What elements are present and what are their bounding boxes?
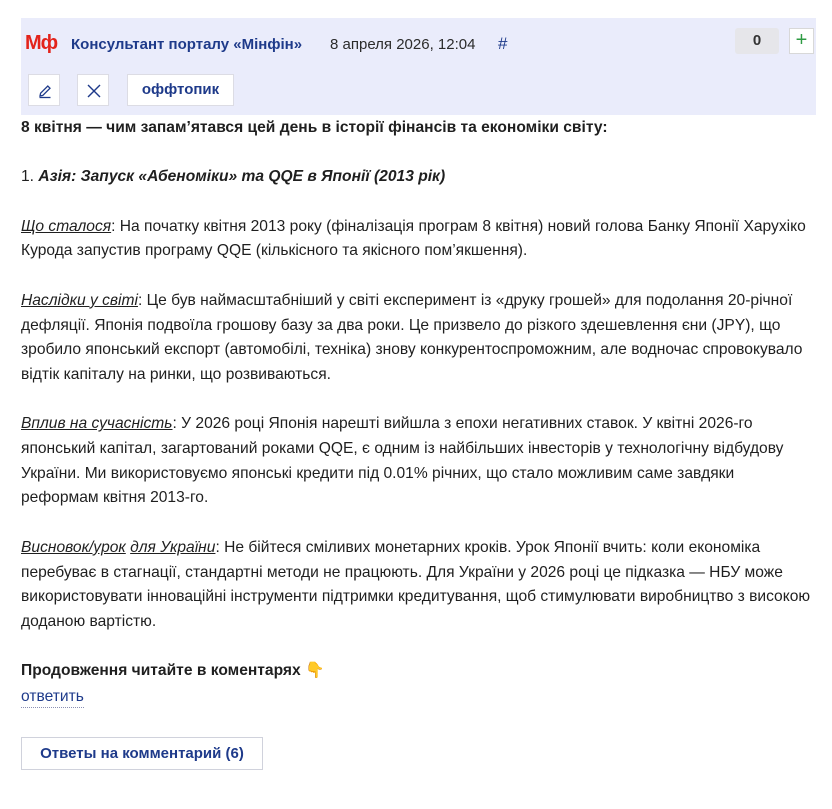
vote-plus-button[interactable]: +: [789, 28, 814, 54]
consequences-label: Наслідки у світі: [21, 291, 138, 309]
conclusion-label-1: Висновок/урок: [21, 538, 126, 556]
paragraph-consequences: [21, 289, 811, 388]
consequences-text: : Це був наймасштабніший у світі експеримент із «друку грошей» для подолання 20-річної дефляції. Японія подвоїла грошову базу за два роки. Це призвело до різкого здешевлення єни (JPY), що зробило японський експорт (автомобілі, техніка) знову конкурентоспроможним, але водночас спровокувало відтік капіталу на ринки, що розвиваються.: [21, 291, 803, 383]
reply-link[interactable]: ответить: [21, 688, 84, 708]
conclusion-label-2: для України: [130, 538, 216, 556]
item-title: Азія: Запуск «Абеноміки» та QQE в Японії (2013 рік): [38, 168, 446, 186]
permalink-hash[interactable]: #: [498, 34, 508, 53]
replies-button[interactable]: Ответы на комментарий (6): [21, 737, 263, 770]
minfin-logo: Мф: [25, 32, 58, 54]
conclusion-text: : Не бійтеся сміливих монетарних кроків. Урок Японії вчить: коли економіка перебуває в стагнації, стандартні методи не працюють. Для України у 2026 році це підказка — НБУ може використовувати інноваційні інструменти підтримки кредитування, щоб стимулювати виробництво з високою доданою вартістю.: [21, 538, 811, 630]
offtopic-button[interactable]: оффтопик: [127, 74, 234, 106]
author-link[interactable]: Консультант порталу «Мінфін»: [71, 36, 303, 53]
vote-count: 0: [735, 28, 779, 54]
delete-button[interactable]: [77, 74, 109, 106]
post-date: 8 апреля 2026, 12:04: [330, 36, 476, 53]
continue-note: Продовження читайте в коментарях 👇: [21, 662, 325, 680]
post-heading: 8 квітня — чим запам’ятався цей день в історії фінансів та економіки світу:: [21, 119, 608, 136]
comment-header: [21, 18, 816, 115]
item-number: 1.: [21, 168, 35, 186]
impact-label: Вплив на сучасність: [21, 415, 173, 433]
what-text: : На початку квітня 2013 року (фіналізація програм 8 квітня) новий голова Банку Японії Харухіко Курода запустив програму QQE (кількісного та якісного пом’якшення).: [21, 217, 806, 260]
paragraph-conclusion: [21, 536, 811, 635]
impact-text: : У 2026 році Японія нарешті вийшла з епохи негативних ставок. У квітні 2026-го японський капітал, загартований роками QQE, є одним із найбільших інвесторів у технологічну відбудову України. Ми використовуємо японські кредити під 0.01% річних, що стало можливим саме завдяки реформам квітня 2013-го.: [21, 415, 784, 507]
pencil-icon: [37, 83, 53, 99]
post-body: [21, 116, 811, 684]
paragraph-what: [21, 215, 811, 264]
item-heading: [21, 165, 811, 190]
paragraph-impact: [21, 412, 811, 511]
edit-button[interactable]: [28, 74, 60, 106]
what-label: Що сталося: [21, 217, 112, 235]
close-icon: [86, 83, 102, 99]
